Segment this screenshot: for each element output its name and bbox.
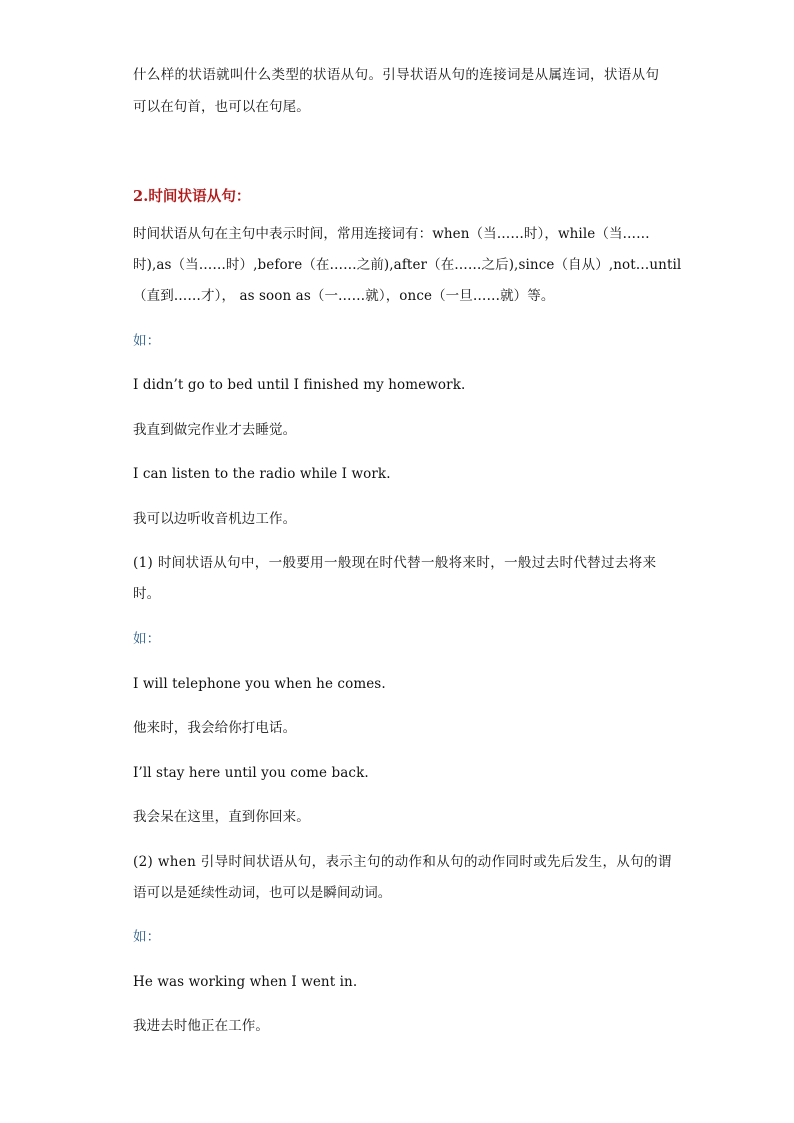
point-1-line-1: (1) 时间状语从句中，一般要用一般现在时代替一般将来时，一般过去时代替过去将来	[133, 555, 657, 571]
example-sentence-zh: 我进去时他正在工作。	[133, 1018, 269, 1034]
example-sentence-zh: 我可以边听收音机边工作。	[133, 511, 297, 527]
example-label: 如：	[133, 333, 161, 349]
intro-line-1: 什么样的状语就叫什么类型的状语从句。引导状语从句的连接词是从属连词，状语从句	[133, 67, 660, 83]
example-sentence-en: I didn’t go to bed until I finished my homework.	[133, 377, 466, 393]
example-sentence-en: He was working when I went in.	[133, 974, 358, 990]
example-sentence-en: I will telephone you when he comes.	[133, 676, 386, 692]
section-desc-line-3: （直到……才）， as soon as（一……就），once（一旦……就）等。	[133, 288, 555, 304]
section-heading: 2.时间状语从句：	[133, 188, 251, 205]
example-sentence-zh: 我会呆在这里，直到你回来。	[133, 809, 310, 825]
intro-line-2: 可以在句首，也可以在句尾。	[133, 99, 310, 115]
section-desc-line-2: 时),as（当……时）,before（在……之前),after（在……之后),since（自从）,not…until	[133, 257, 682, 273]
example-sentence-en: I can listen to the radio while I work.	[133, 466, 391, 482]
example-sentence-zh: 我直到做完作业才去睡觉。	[133, 422, 297, 438]
example-sentence-zh: 他来时，我会给你打电话。	[133, 720, 297, 736]
example-label: 如：	[133, 631, 161, 647]
example-sentence-en: I’ll stay here until you come back.	[133, 765, 369, 781]
point-2-line-1: (2) when 引导时间状语从句，表示主句的动作和从句的动作同时或先后发生，从句的谓	[133, 854, 672, 870]
point-2-line-2: 语可以是延续性动词，也可以是瞬间动词。	[133, 885, 392, 901]
point-1-line-2: 时。	[133, 586, 161, 602]
section-desc-line-1: 时间状语从句在主句中表示时间，常用连接词有：when（当……时），while（当……	[133, 226, 650, 242]
example-label: 如：	[133, 929, 161, 945]
